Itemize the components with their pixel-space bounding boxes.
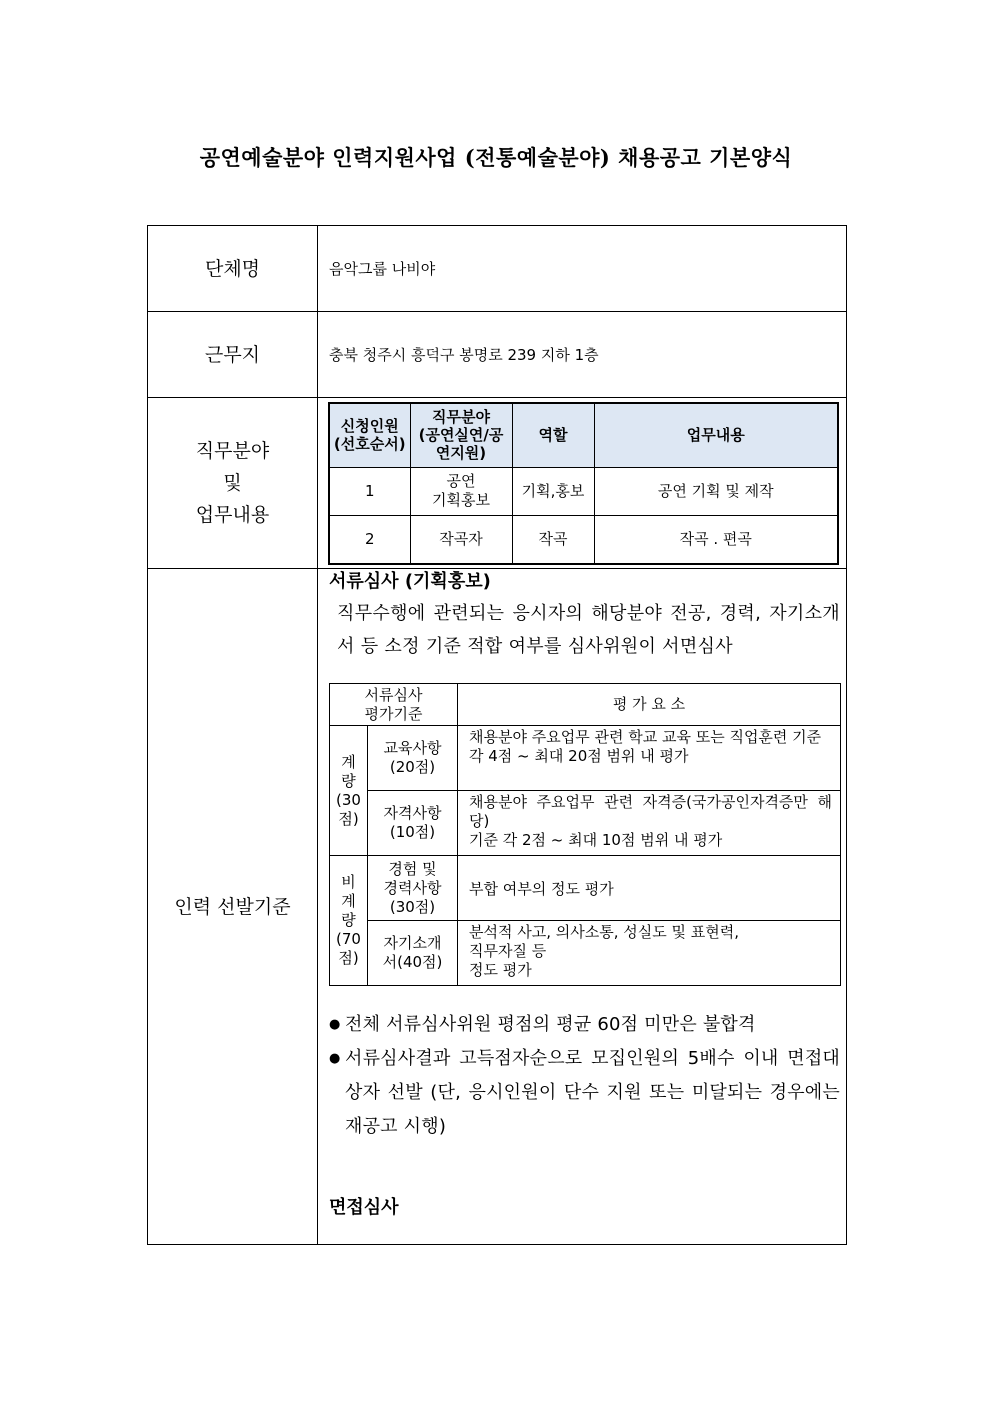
criteria-row [330, 856, 841, 921]
job-detail-cell [318, 398, 847, 569]
job-header-row [329, 403, 838, 468]
criteria-header-left: 서류심사 평가기준 [330, 684, 458, 726]
header-field: 직무분야 (공연실연/공 연지원) [410, 403, 512, 468]
doc-review-description: 직무수행에 관련되는 응시자의 해당분야 전공, 경력, 자기소개서 등 소정 기준 적합 여부를 심사위원이 서면심사 [337, 603, 840, 657]
job-detail-table [328, 402, 839, 565]
job-role: 작곡 [512, 515, 594, 564]
bullet-dot-icon: ● [329, 1051, 341, 1066]
criteria-row [330, 921, 841, 986]
bullet-text: 서류심사결과 고득점자순으로 모집인원의 5배수 이내 면접대상자 선발 (단, 응시인원이 단수 지원 또는 미달되는 경우에는 재공고 시행) [345, 1048, 840, 1137]
criteria-header-row [330, 684, 841, 726]
bullet-text: 전체 서류심사위원 평점의 평균 60점 미만은 불합격 [345, 1014, 756, 1035]
workplace-value: 충북 청주시 흥덕구 봉명로 239 지하 1층 [318, 312, 847, 398]
criteria-item-desc: 부합 여부의 정도 평가 [458, 856, 841, 921]
bullet-dot-icon: ● [329, 1017, 341, 1032]
recruitment-form-table [147, 225, 847, 1245]
bullet-item [329, 1042, 840, 1144]
job-no: 2 [329, 515, 410, 564]
selection-detail-cell [318, 569, 847, 1245]
bullet-list [329, 1008, 840, 1144]
job-role: 기획,홍보 [512, 467, 594, 515]
doc-review-title: 서류심사 (기획홍보) [329, 571, 491, 592]
job-row-1 [329, 467, 838, 515]
criteria-item-desc: 채용분야 주요업무 관련 자격증(국가공인자격증만 해당) 기준 각 2점 ~ 최대 10점 범위 내 평가 [458, 791, 841, 856]
job-no: 1 [329, 467, 410, 515]
job-row-2 [329, 515, 838, 564]
job-duty: 작곡 . 편곡 [594, 515, 838, 564]
page-title: 공연예술분야 인력지원사업 (전통예술분야) 채용공고 기본양식 [199, 145, 793, 170]
header-role: 역할 [512, 403, 594, 468]
quant-label: 계 량 (30 점) [330, 726, 368, 856]
criteria-item-name: 자기소개 서(40점) [368, 921, 458, 986]
criteria-row [330, 791, 841, 856]
criteria-item-name: 경험 및 경력사항 (30점) [368, 856, 458, 921]
criteria-item-name: 교육사항 (20점) [368, 726, 458, 791]
job-label [148, 398, 318, 569]
bullet-item [329, 1008, 840, 1042]
criteria-item-desc: 분석적 사고, 의사소통, 성실도 및 표현력, 직무자질 등 정도 평가 [458, 921, 841, 986]
interview-title: 면접심사 [329, 1197, 399, 1218]
header-applicant: 신청인원 (선호순서) [329, 403, 410, 468]
job-duty: 공연 기획 및 제작 [594, 467, 838, 515]
criteria-table [329, 683, 841, 986]
job-label-line3: 업무내용 [195, 504, 270, 526]
nonquant-label: 비 계 량 (70 점) [330, 856, 368, 986]
selection-label: 인력 선발기준 [148, 569, 318, 1245]
job-field: 작곡자 [410, 515, 512, 564]
criteria-row [330, 726, 841, 791]
criteria-header-right: 평 가 요 소 [458, 684, 841, 726]
job-label-line1: 직무분야 [195, 440, 270, 462]
job-row [148, 398, 847, 569]
org-label: 단체명 [148, 226, 318, 312]
workplace-label: 근무지 [148, 312, 318, 398]
criteria-item-name: 자격사항 (10점) [368, 791, 458, 856]
workplace-row [148, 312, 847, 398]
header-duty: 업무내용 [594, 403, 838, 468]
org-row [148, 226, 847, 312]
criteria-item-desc: 채용분야 주요업무 관련 학교 교육 또는 직업훈련 기준 각 4점 ~ 최대 20점 범위 내 평가 [458, 726, 841, 791]
selection-row [148, 569, 847, 1245]
job-field: 공연 기획홍보 [410, 467, 512, 515]
org-value: 음악그룹 나비야 [318, 226, 847, 312]
job-label-line2: 및 [223, 472, 242, 494]
